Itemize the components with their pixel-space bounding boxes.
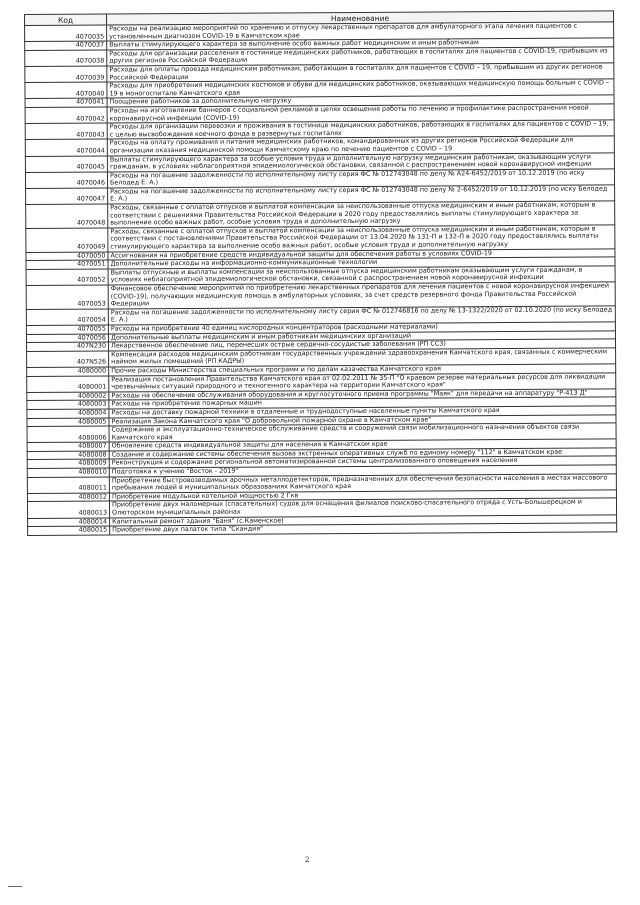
row-code: 4070047 — [26, 188, 108, 205]
table-body — [25, 22, 617, 535]
row-code: 4080008 — [27, 451, 109, 460]
row-name: Расходы на оплату проживания и питания медицинских работников, командированных из других регионов Российской Федерации для организации оказания медицинской помощи Камчатскому краю по лечению пациентов с COVID – 19 — [107, 136, 614, 155]
row-name: Расходы для приобретения медицинских костюмов и обуви для медицинских работников, оказывающих медицинскую помощь больным с COVID – 19 в моногоспитале Камчатского края — [107, 79, 614, 98]
row-name: Расходы на доставку пожарной техники в отдаленные и труднодоступные населенные пункты Камчатского края — [109, 406, 616, 418]
column-header-name: Наименование — [107, 11, 614, 25]
page-number: 2 — [305, 856, 310, 864]
row-code: 4080004 — [27, 409, 109, 418]
row-code: 4080013 — [27, 501, 109, 518]
row-code: 4070050 — [26, 252, 108, 261]
row-code: 4070049 — [26, 228, 108, 252]
row-name: Содержание и эксплуатационно-техническое обслуживание средств и сооружений связи мобилизационного назначения объектов связи Камчатского края — [109, 423, 616, 442]
scan-edge-mark — [8, 886, 22, 887]
row-code: 4070043 — [25, 123, 107, 140]
row-code: 4080015 — [28, 526, 110, 535]
row-name: Капитальный ремонт здания "Баня" (с.Каменское) — [110, 515, 617, 527]
row-name: Расходы на приобретение пожарных машин — [109, 397, 616, 409]
row-name: Лекарственное обеспечение лиц, перенесших острые сердечно-сосудистые заболевания (РП ССЗ) — [109, 339, 616, 351]
row-code: 4080000 — [27, 367, 109, 376]
row-name: Реализация постановления Правительства Камчатского края от 02.02.2011 № 35-П "О краевом резерве материальных ресурсов для ликвидации чрезвычайных ситуаций природного и техногенного характера на территории Камчатского края" — [109, 372, 616, 391]
row-name: Реализация Закона Камчатского края "О добровольной пожарной охране в Камчатском крае" — [109, 414, 616, 426]
row-code: 4070041 — [25, 98, 107, 107]
row-code: 4080011 — [27, 477, 109, 494]
row-code: 4070048 — [26, 204, 108, 228]
row-code: 4070045 — [25, 155, 107, 172]
row-code: 4070042 — [25, 107, 107, 124]
row-name: Подготовка к учению "Восток - 2019" — [109, 465, 616, 477]
row-name: Реконструкция и содержание региональной автоматизированной системы централизованного оповещения населения — [109, 456, 616, 468]
row-name: Создание и содержание системы обеспечения вызова экстренных оперативных служб по единому номеру "112" в Камчатском крае — [109, 448, 616, 460]
row-name: Расходы, связанные с оплатой отпусков и выплатой компенсации за неиспользованные отпуска медицинским и иным работникам, которым в соответствии с решениями Правительства Российской Федерации в 2020 году предоставлялись выплаты стимулирующего характера за выполнение особо важных работ, особые условия труда и дополнительную нагрузку — [108, 201, 615, 228]
row-name: Дополнительные выплаты медицинским и иным работникам медицинских организаций — [108, 330, 615, 342]
row-code: 4070055 — [26, 325, 108, 334]
row-name: Прочие расходы Министерства специальных программ и по делам казачества Камчатского края — [109, 364, 616, 376]
row-code: 4070040 — [25, 82, 107, 99]
row-name: Расходы на обеспечение обслуживания оборудования и круглосуточного приема программы "Маяк" для передачи на аппаратуру "Р-413 Д" — [109, 389, 616, 401]
row-code: 4070038 — [25, 50, 107, 67]
row-name: Выплаты стимулирующего характера за особые условия труда и дополнительную нагрузку медицинским работникам, оказывающим услуги гражданам, в условиях неблагоприятной эпидемиологической обстановки, связанной с распространением новой коронавирусной инфекции — [107, 152, 614, 171]
budget-codes-table — [24, 10, 617, 535]
row-code: 4070053 — [26, 285, 108, 309]
row-code: 4080007 — [27, 442, 109, 451]
row-name: Выплаты стимулирующего характера за выполнение особо важных работ медицинским и иным работникам — [107, 38, 614, 50]
column-header-code: Код — [25, 14, 107, 26]
row-name: Поощрение работников за дополнительную нагрузку — [107, 95, 614, 107]
row-name: Расходы на приобретение 40 единиц кислородных концентраторов (расходными материалами) — [108, 322, 615, 334]
row-code: 407N230 — [27, 342, 109, 351]
row-code: 4080010 — [27, 468, 109, 477]
row-name: Расходы для организации расселения в гостинице медицинских работников, работающих в госпиталях для пациентов с COVID-19, прибывших из других регионов Российской Федерации — [107, 47, 614, 66]
row-name: Расходы для организации перевозки и проживания в гостинице медицинских работников, работающих в госпиталях для пациентов с COVID – 19, с целью высвобождения коечного фонда в развернутых госпиталях — [107, 120, 614, 139]
row-name: Расходы, связанные с оплатой отпусков и выплатой компенсации за неиспользованные отпуска медицинским и иным работникам, которым в соответствии с постановлениями Правительства Российской Федерации от 13.04.2020 № 131-П и 132-П в 2020 году предоставлялись выплаты стимулирующего характера за выполнение особо важных работ, особые условия труда и дополнительную нагрузку — [108, 225, 615, 252]
row-code: 4080005 — [27, 417, 109, 426]
row-name: Ассигнования на приобретение средств индивидуальной защиты для обеспечения работы в условиях COVID-19 — [108, 249, 615, 261]
row-name: Расходы на погашение задолженности по исполнительному листу серия ФС № 012743048 по делу № А24-6452/2019 от 10.12.2019 (по иску Белодед Е. А.) — [107, 169, 614, 188]
row-code: 4080014 — [28, 518, 110, 527]
row-name: Расходы на погашение задолженности по исполнительному листу серия ФС № 012746816 по делу № 13-1322/2020 от 02.10.2020 (по иску Белодед Е. А.) — [108, 306, 615, 325]
row-code: 4070035 — [25, 25, 107, 42]
row-code: 4080006 — [27, 426, 109, 443]
row-code: 4070044 — [25, 139, 107, 156]
row-code: 4070054 — [26, 309, 108, 326]
row-name: Приобретение быстровозводимых арочных металлодетекторов, предназначенных для обеспечения безопасности населения в местах массового пребывания людей в муниципальных образованиях Камчатского края — [109, 474, 616, 493]
table-row — [26, 225, 615, 252]
row-name: Компенсация расходов медицинским работникам государственных учреждений здравоохранения Камчатского края, связанных с коммерческим наймом жилых помещений (РП КАДРЫ) — [109, 348, 616, 367]
row-name: Расходы для оплаты проезда медицинским работникам, работающим в госпиталях для пациентов с COVID – 19, прибывшим из других регионов Российской Федерации — [107, 63, 614, 82]
row-code: 4080001 — [27, 376, 109, 393]
row-code: 4070051 — [26, 260, 108, 269]
table-row — [28, 523, 617, 535]
row-code: 407N526 — [27, 351, 109, 368]
row-code: 4080002 — [27, 392, 109, 401]
row-code: 4070056 — [26, 334, 108, 343]
row-code: 4080009 — [27, 459, 109, 468]
row-code: 4070037 — [25, 41, 107, 50]
row-name: Приобретение модульной котельной мощностью 2 Гкв — [109, 490, 616, 502]
row-name: Расходы на изготовление баннеров с социальной рекламой в целях освещения работы по лечению и профилактике распространения новой коронавирусной инфекции (COVID-19) — [107, 104, 614, 123]
row-code: 4070046 — [25, 172, 107, 189]
row-name: Обновление средств индивидуальной защиты для населения в Камчатском крае — [109, 439, 616, 451]
row-code: 4070052 — [26, 269, 108, 286]
row-code: 4070039 — [25, 66, 107, 83]
row-name: Выплаты отпускные и выплаты компенсации за неиспользованные отпуска медицинским работникам оказывающим услуги гражданам, в условиях неблагоприятной эпидемиологической обстановки, связанной с распространением новой коронавирусной инфекции — [108, 266, 615, 285]
row-name: Приобретение двух палаток типа "Скандия" — [110, 523, 617, 535]
row-name: Дополнительные расходы на информационно-коммуникационные технологии — [108, 257, 615, 269]
row-name: Приобретение двух маломерных (спасательных) судов для оснащения филиалов поисково-спасательного отряда с Усть-Большерецком и Олюторском муниципальных районах — [109, 498, 616, 517]
row-name: Финансовое обеспечение мероприятий по приобретению лекарственных препаратов для лечения пациентов с новой коронавирусной инфекцией (COVID-19), получающих медицинскую помощь в амбулаторных условиях, за счет средств резервного фонда Правительства Российской Федерации — [108, 282, 615, 309]
row-name: Расходы на реализацию мероприятий по хранению и отпуску лекарственных препаратов для амбулаторного этапа лечения пациентов с установленным диагнозом COVID-19 в Камчатском крае — [107, 22, 614, 41]
row-name: Расходы на погашение задолженности по исполнительному листу серия ФС № 012743048 по делу № 2-6452/2019 от 10.12.2019 (по иску Белодед Е. А.) — [108, 185, 615, 204]
row-code: 4080012 — [27, 493, 109, 502]
row-code: 4080003 — [27, 400, 109, 409]
